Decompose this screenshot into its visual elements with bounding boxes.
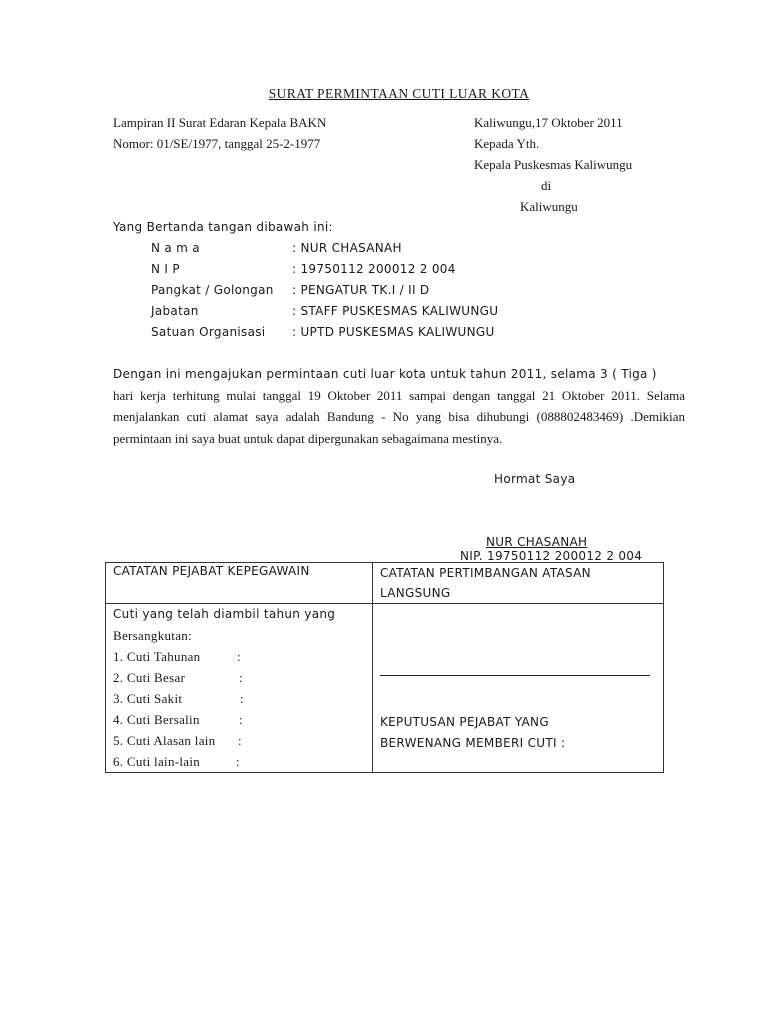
- body-first-line: Dengan ini mengajukan permintaan cuti luar kota untuk tahun 2011, selama 3 ( Tiga ): [113, 367, 657, 381]
- addressee-line-2: Kepala Puskesmas Kaliwungu: [474, 157, 633, 172]
- leave-item-label: 6. Cuti lain-lain: [113, 754, 201, 769]
- decision-line-1: KEPUTUSAN PEJABAT YANG: [380, 715, 549, 729]
- field-label-nip: N I P: [151, 262, 180, 276]
- leave-item-sakit: [113, 688, 365, 709]
- leave-intro-line-1: Cuti yang telah diambil tahun yang: [113, 607, 336, 621]
- body-paragraph: hari kerja terhitung mulai tanggal 19 Oktober 2011 sampai dengan tanggal 21 Oktober 2011. Selama menjalankan cuti alamat saya adalah Bandung - No yang bisa dihubungi (088802483469) .Demikian permintaan ini saya buat untuk dapat dipergunakan sebagaimana mestinya.: [113, 388, 685, 446]
- decision-line-2: BERWENANG MEMBERI CUTI :: [380, 736, 566, 750]
- leave-item-label: 2. Cuti Besar: [113, 670, 186, 685]
- left-header-cell: [106, 563, 373, 604]
- leave-item-label: 5. Cuti Alasan lain: [113, 733, 216, 748]
- right-header-line-1: CATATAN PERTIMBANGAN ATASAN: [380, 566, 591, 580]
- leave-item-colon: :: [239, 670, 243, 685]
- leave-item-label: 1. Cuti Tahunan: [113, 649, 201, 664]
- document-title: SURAT PERMINTAAN CUTI LUAR KOTA: [268, 86, 530, 101]
- leave-item-besar: [113, 667, 365, 688]
- signer-name: NUR CHASANAH: [486, 535, 588, 549]
- addressee-line-1: Kepada Yth.: [474, 136, 540, 151]
- leave-item-colon: :: [237, 649, 241, 664]
- leave-item-alasan-lain: [113, 730, 365, 751]
- addressee-line-4: Kaliwungu: [520, 199, 578, 214]
- signer-nip: NIP. 19750112 200012 2 004: [460, 549, 643, 563]
- leave-item-colon: :: [238, 733, 242, 748]
- reference-line-2: Nomor: 01/SE/1977, tanggal 25-2-1977: [113, 136, 321, 151]
- left-header-text: CATATAN PEJABAT KEPEGAWAIN: [113, 564, 310, 578]
- notes-table-header-row: [106, 563, 664, 604]
- leave-item-colon: :: [236, 754, 240, 769]
- field-value-pangkat: : PENGATUR TK.I / II D: [292, 283, 430, 297]
- leave-item-colon: :: [240, 691, 244, 706]
- place-date: Kaliwungu,17 Oktober 2011: [474, 115, 623, 130]
- right-header-line-2: LANGSUNG: [380, 586, 451, 600]
- leave-item-lain-lain: [113, 751, 365, 772]
- supervisor-notes-cell: [373, 604, 664, 773]
- closing-text: Hormat Saya: [494, 472, 576, 486]
- notes-table-body-row: [106, 604, 664, 773]
- field-label-pangkat: Pangkat / Golongan: [151, 283, 274, 297]
- leave-item-label: 3. Cuti Sakit: [113, 691, 183, 706]
- right-header-cell: [373, 563, 664, 604]
- field-value-nip: : 19750112 200012 2 004: [292, 262, 456, 276]
- field-label-satuan: Satuan Organisasi: [151, 325, 266, 339]
- leave-item-bersalin: [113, 709, 365, 730]
- leave-history-cell: [106, 604, 373, 773]
- leave-item-label: 4. Cuti Bersalin: [113, 712, 200, 727]
- field-value-nama: : NUR CHASANAH: [292, 241, 402, 255]
- addressee-line-3: di: [541, 178, 552, 193]
- field-value-satuan: : UPTD PUSKESMAS KALIWUNGU: [292, 325, 495, 339]
- field-value-jabatan: : STAFF PUSKESMAS KALIWUNGU: [292, 304, 499, 318]
- notes-table: [105, 562, 664, 773]
- field-label-nama: N a m a: [151, 241, 200, 255]
- leave-item-tahunan: [113, 646, 365, 667]
- intro-text: Yang Bertanda tangan dibawah ini:: [113, 220, 333, 234]
- leave-item-colon: :: [239, 712, 243, 727]
- reference-line-1: Lampiran II Surat Edaran Kepala BAKN: [113, 115, 327, 130]
- signature-divider-line: [380, 675, 650, 676]
- field-label-jabatan: Jabatan: [151, 304, 199, 318]
- leave-intro-line-2: Bersangkutan:: [113, 628, 192, 643]
